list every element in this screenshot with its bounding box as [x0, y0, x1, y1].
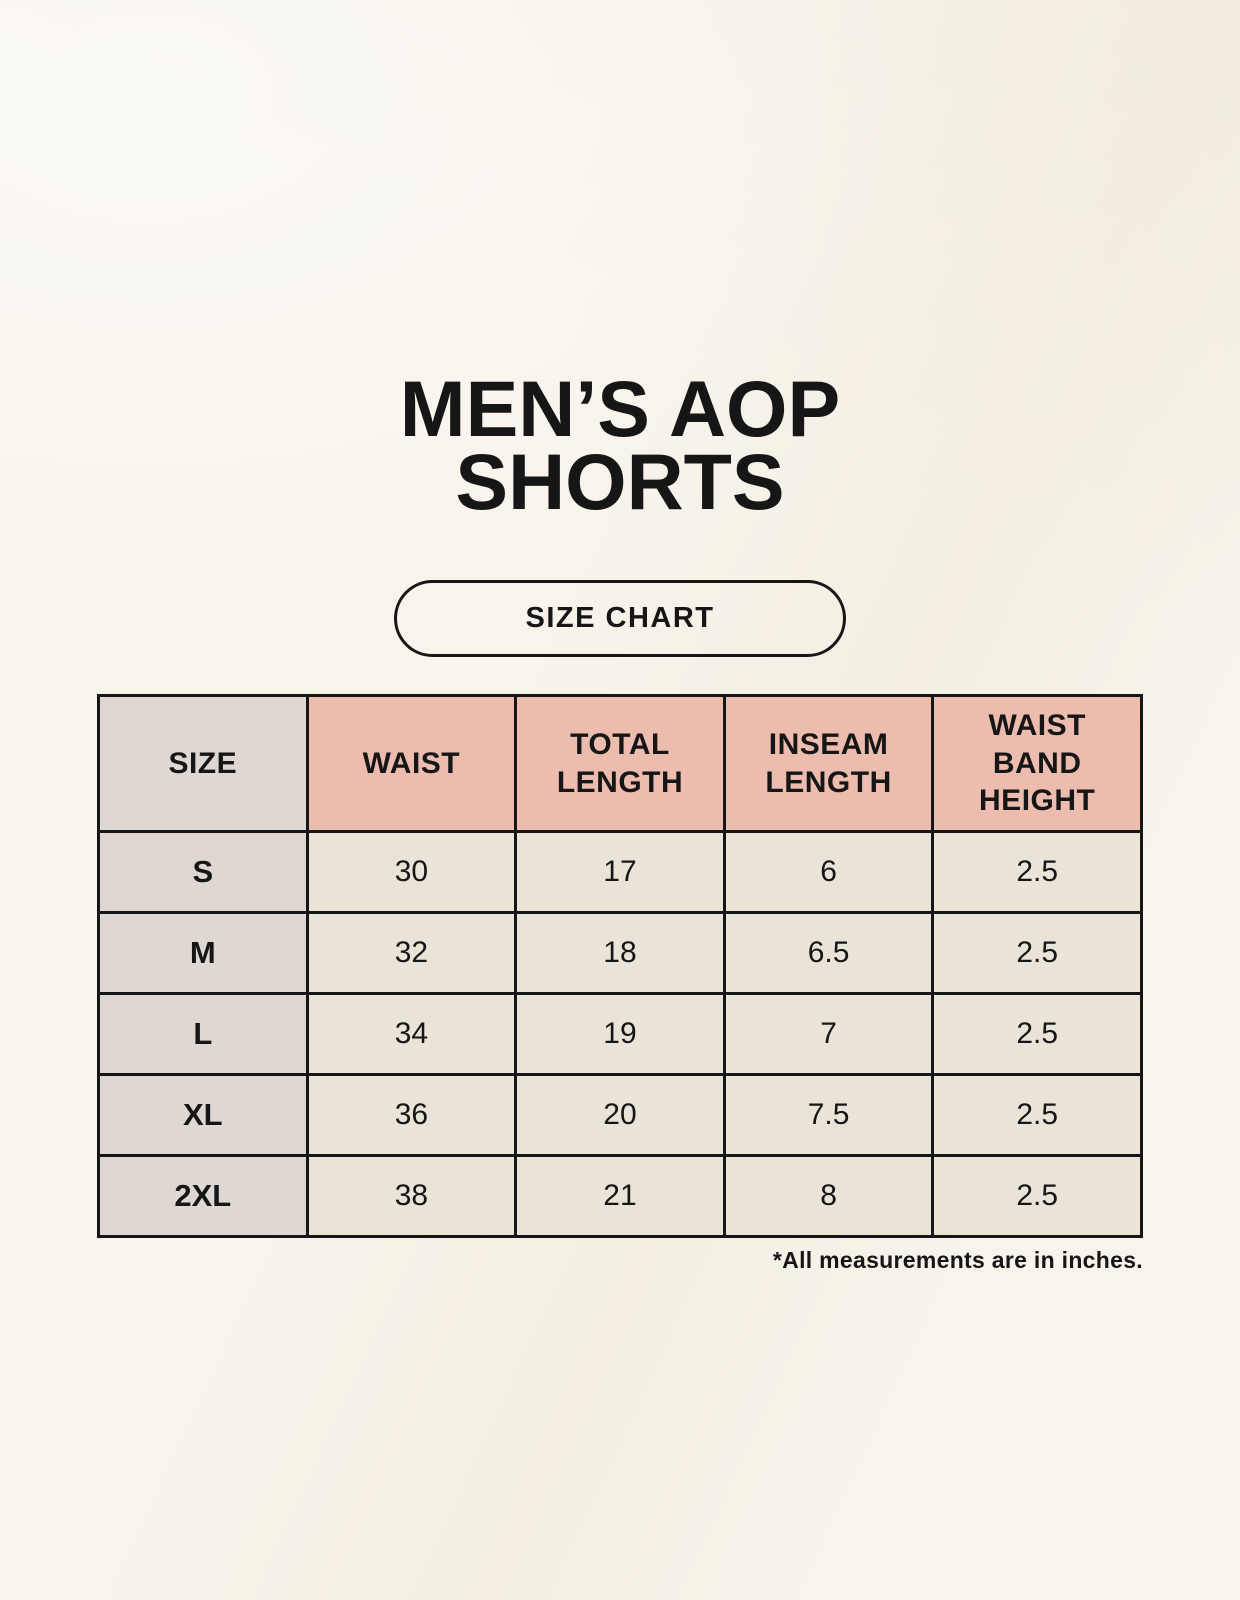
value-cell: 30	[307, 832, 516, 913]
column-header-waist: WAIST	[307, 696, 516, 832]
value-cell: 2.5	[933, 913, 1142, 994]
table-row	[99, 1156, 1142, 1237]
value-cell: 6.5	[724, 913, 933, 994]
size-chart-table	[97, 694, 1143, 1238]
value-cell: 20	[516, 1075, 725, 1156]
value-cell: 7.5	[724, 1075, 933, 1156]
table-body	[99, 832, 1142, 1237]
measurements-footnote: *All measurements are in inches.	[772, 1247, 1143, 1273]
page-title	[0, 364, 1240, 527]
value-cell: 2.5	[933, 1075, 1142, 1156]
value-cell: 6	[724, 832, 933, 913]
column-header-size: SIZE	[99, 696, 308, 832]
size-chart-badge-label: SIZE CHART	[525, 602, 715, 634]
value-cell: 38	[307, 1156, 516, 1237]
row-label: 2XL	[99, 1156, 308, 1237]
page-title-line-2: SHORTS	[455, 437, 785, 527]
value-cell: 2.5	[933, 832, 1142, 913]
table-row	[99, 913, 1142, 994]
value-cell: 7	[724, 994, 933, 1075]
table-row	[99, 994, 1142, 1075]
value-cell: 21	[516, 1156, 725, 1237]
value-cell: 2.5	[933, 1156, 1142, 1237]
column-header-total-length: TOTAL LENGTH	[516, 696, 725, 832]
row-label: XL	[99, 1075, 308, 1156]
column-header-inseam-length: INSEAM LENGTH	[724, 696, 933, 832]
row-label: M	[99, 913, 308, 994]
row-label: L	[99, 994, 308, 1075]
value-cell: 17	[516, 832, 725, 913]
row-label: S	[99, 832, 308, 913]
value-cell: 32	[307, 913, 516, 994]
value-cell: 19	[516, 994, 725, 1075]
table-header-row	[99, 696, 1142, 832]
size-chart-badge	[394, 580, 846, 657]
table-row	[99, 1075, 1142, 1156]
value-cell: 36	[307, 1075, 516, 1156]
page-title-line-1: MEN’S AOP	[399, 364, 841, 453]
value-cell: 34	[307, 994, 516, 1075]
table-row	[99, 832, 1142, 913]
column-header-waist-band-height: WAIST BAND HEIGHT	[933, 696, 1142, 832]
value-cell: 8	[724, 1156, 933, 1237]
value-cell: 2.5	[933, 994, 1142, 1075]
table-head	[99, 696, 1142, 832]
value-cell: 18	[516, 913, 725, 994]
